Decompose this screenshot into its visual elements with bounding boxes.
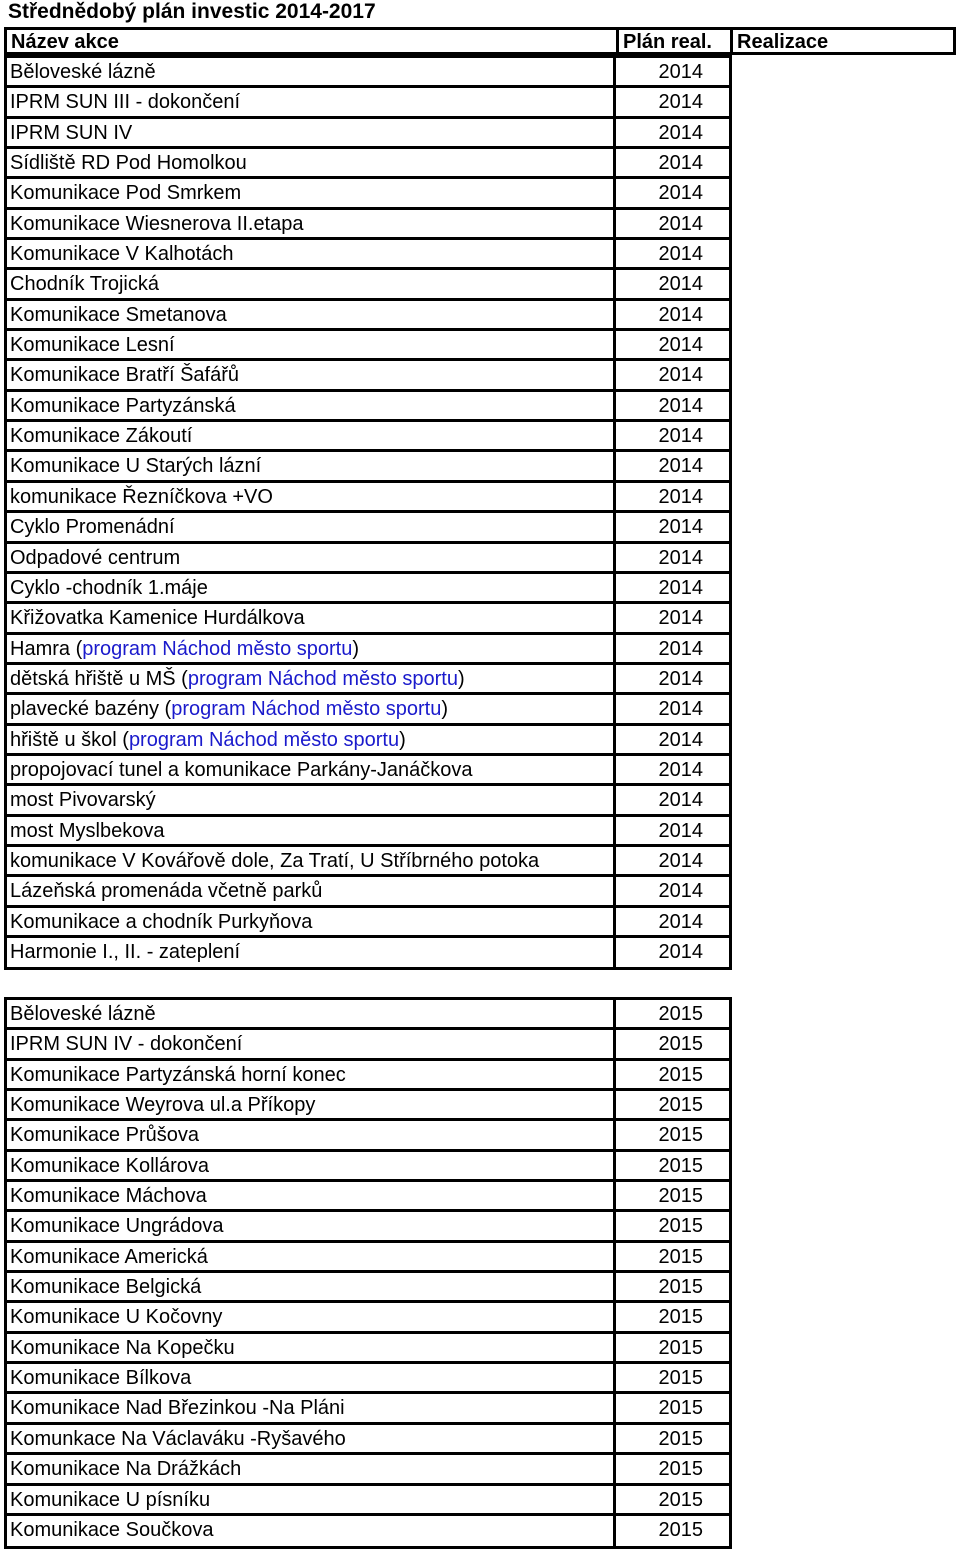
table-row <box>7 58 729 88</box>
table-row <box>7 726 729 756</box>
plan-year-cell: 2014 <box>658 91 703 114</box>
action-name-cell <box>7 1455 616 1482</box>
action-name-text: Komunikace Partyzánská horní konec <box>10 1063 346 1086</box>
action-name-text: IPRM SUN IV <box>10 121 133 144</box>
action-name-text: Komunikace Americká <box>10 1245 208 1268</box>
action-name-cell <box>7 452 616 479</box>
plan-year-cell: 2014 <box>658 758 703 781</box>
plan-year-cell: 2014 <box>658 425 703 448</box>
action-name-cell <box>7 726 616 753</box>
action-name-text: komunikace V Kovářově dole, Za Tratí, U Stříbrného potoka <box>10 849 540 872</box>
header-plan-cell: Plán real. <box>619 30 733 52</box>
action-name-cell <box>7 635 616 662</box>
action-name-text: Cyklo -chodník 1.máje <box>10 576 208 599</box>
action-name-cell <box>7 665 616 692</box>
table-row <box>7 240 729 270</box>
table-row <box>7 149 729 179</box>
action-name-text: Komunikace Ungrádova <box>10 1215 224 1238</box>
action-name-cell <box>7 361 616 388</box>
program-link-text: program Náchod město sportu <box>171 698 442 721</box>
table-row <box>7 877 729 907</box>
plan-year-cell: 2014 <box>658 667 703 690</box>
action-name-cell <box>7 1000 616 1027</box>
action-name-cell <box>7 695 616 722</box>
action-name-text: Hamra ( <box>10 637 83 660</box>
table-row <box>7 1000 729 1030</box>
action-name-text: IPRM SUN IV - dokončení <box>10 1033 243 1056</box>
table-row <box>7 1212 729 1242</box>
table-row <box>7 513 729 543</box>
table-row <box>7 1516 729 1546</box>
action-name-cell <box>7 756 616 783</box>
plan-year-cell: 2015 <box>658 1427 703 1450</box>
plan-year-cell: 2014 <box>658 243 703 266</box>
table-row <box>7 1152 729 1182</box>
plan-year-cell: 2014 <box>658 212 703 235</box>
table-row <box>7 1182 729 1212</box>
action-name-text: Běloveské lázně <box>10 1003 156 1025</box>
plan-year-cell: 2014 <box>658 819 703 842</box>
action-name-text: Komunikace Pod Smrkem <box>10 182 242 205</box>
table-header-row <box>4 27 956 55</box>
action-name-text: Komunikace Zákoutí <box>10 425 193 448</box>
action-name-text: Komunikace Wiesnerova II.etapa <box>10 212 304 235</box>
plan-year-cell: 2014 <box>658 61 703 83</box>
action-name-cell <box>7 58 616 85</box>
action-name-text: Komunikace Na Kopečku <box>10 1336 235 1359</box>
table-row <box>7 119 729 149</box>
table-row <box>7 1243 729 1273</box>
header-realizace-cell: Realizace <box>737 31 829 53</box>
action-name-text: Komunikace Lesní <box>10 334 175 357</box>
table-row <box>7 786 729 816</box>
plan-year-cell: 2015 <box>658 1033 703 1056</box>
plan-year-cell: 2014 <box>658 940 703 963</box>
action-name-text: Komunikace U písníku <box>10 1488 211 1511</box>
action-name-cell <box>7 938 616 968</box>
action-name-text: Komunikace Bratří Šafářů <box>10 364 239 387</box>
action-name-cell <box>7 513 616 540</box>
plan-year-cell: 2014 <box>658 698 703 721</box>
action-name-text: Komunikace Partyzánská <box>10 394 236 417</box>
action-name-cell <box>7 1334 616 1361</box>
table-row <box>7 1425 729 1455</box>
table-row <box>7 1061 729 1091</box>
action-name-cell <box>7 877 616 904</box>
program-link-text: program Náchod město sportu <box>187 667 458 690</box>
plan-year-cell: 2014 <box>658 364 703 387</box>
action-name-cell <box>7 149 616 176</box>
plan-year-cell: 2014 <box>658 607 703 630</box>
table-row <box>7 1394 729 1424</box>
action-name-cell <box>7 210 616 237</box>
plan-year-cell: 2014 <box>658 516 703 539</box>
page-title: Střednědobý plán investic 2014-2017 <box>8 0 376 23</box>
action-name-cell <box>7 1243 616 1270</box>
table-row <box>7 665 729 695</box>
program-link-text: program Náchod město sportu <box>128 728 400 751</box>
action-name-cell <box>7 270 616 297</box>
action-name-cell <box>7 1182 616 1209</box>
plan-year-cell: 2014 <box>658 546 703 569</box>
action-name-text: Komunikace Belgická <box>10 1276 202 1299</box>
plan-year-cell: 2014 <box>658 182 703 205</box>
action-name-text: IPRM SUN III - dokončení <box>10 91 241 114</box>
action-name-cell <box>7 179 616 206</box>
plan-year-cell: 2015 <box>658 1003 703 1025</box>
table-row <box>7 604 729 634</box>
action-name-text: Komunikace Smetanova <box>10 303 227 326</box>
action-name-text: Komunikace V Kalhotách <box>10 243 234 266</box>
plan-year-cell: 2014 <box>658 273 703 296</box>
table-row <box>7 1303 729 1333</box>
action-name-cell <box>7 1364 616 1391</box>
action-name-text: Komunikace Máchova <box>10 1185 207 1208</box>
action-name-cell <box>7 1091 616 1118</box>
plan-year-cell: 2014 <box>658 637 703 660</box>
table-row <box>7 938 729 968</box>
action-name-cell <box>7 1212 616 1239</box>
table-row <box>7 452 729 482</box>
action-name-cell <box>7 1303 616 1330</box>
plan-year-cell: 2014 <box>658 455 703 478</box>
plan-year-cell: 2014 <box>658 728 703 751</box>
action-name-cell <box>7 817 616 844</box>
plan-year-cell: 2015 <box>658 1397 703 1420</box>
table-row <box>7 1030 729 1060</box>
table-row <box>7 422 729 452</box>
action-name-text: dětská hřiště u MŠ ( <box>10 667 188 690</box>
plan-year-cell: 2015 <box>658 1488 703 1511</box>
action-name-cell <box>7 392 616 419</box>
action-name-text: Komunikace a chodník Purkyňova <box>10 910 313 933</box>
table-row <box>7 210 729 240</box>
action-name-text: komunikace Řezníčkova +VO <box>10 485 273 508</box>
action-name-text: most Pivovarský <box>10 789 156 812</box>
plan-year-cell: 2014 <box>658 121 703 144</box>
table-row <box>7 847 729 877</box>
plan-year-cell: 2014 <box>658 849 703 872</box>
table-row <box>7 88 729 118</box>
plan-year-cell: 2015 <box>658 1276 703 1299</box>
plan-year-cell: 2015 <box>658 1063 703 1086</box>
action-name-cell <box>7 574 616 601</box>
plan-year-cell: 2015 <box>658 1458 703 1481</box>
plan-year-cell: 2014 <box>658 394 703 417</box>
plan-year-cell: 2014 <box>658 303 703 326</box>
table-row <box>7 483 729 513</box>
action-name-text: Chodník Trojická <box>10 273 159 296</box>
action-name-text: Komunikace Na Drážkách <box>10 1458 242 1481</box>
table-row <box>7 635 729 665</box>
action-name-cell <box>7 1061 616 1088</box>
table-row <box>7 1364 729 1394</box>
plan-year-cell: 2014 <box>658 485 703 508</box>
table-row <box>7 695 729 725</box>
action-name-text: hřiště u škol ( <box>10 728 129 751</box>
table-row <box>7 544 729 574</box>
table-row <box>7 817 729 847</box>
action-name-cell <box>7 301 616 328</box>
action-name-cell <box>7 483 616 510</box>
action-name-text: Harmonie I., II. - zateplení <box>10 940 241 963</box>
action-name-suffix: ) <box>457 667 465 690</box>
table-row <box>7 392 729 422</box>
action-name-text: Komunikace Weyrova ul.a Příkopy <box>10 1094 316 1117</box>
action-name-text: Komunikace Bílkova <box>10 1367 192 1390</box>
action-name-text: Komunikace Průšova <box>10 1124 199 1147</box>
plan-year-cell: 2015 <box>658 1215 703 1238</box>
action-name-cell <box>7 1425 616 1452</box>
action-name-cell <box>7 1273 616 1300</box>
table-block-2015 <box>4 997 732 1549</box>
action-name-text: Komunikace Nad Březinkou -Na Pláni <box>10 1397 345 1420</box>
plan-year-cell: 2015 <box>658 1518 703 1541</box>
plan-year-cell: 2015 <box>658 1154 703 1177</box>
plan-year-cell: 2015 <box>658 1306 703 1329</box>
plan-year-cell: 2015 <box>658 1094 703 1117</box>
plan-year-cell: 2015 <box>658 1336 703 1359</box>
action-name-text: most Myslbekova <box>10 819 165 842</box>
action-name-cell <box>7 1152 616 1179</box>
plan-year-cell: 2014 <box>658 334 703 357</box>
action-name-text: Křižovatka Kamenice Hurdálkova <box>10 607 305 630</box>
table-row <box>7 1486 729 1516</box>
action-name-text: Komunikace Kollárova <box>10 1154 209 1177</box>
action-name-cell <box>7 1394 616 1421</box>
header-name-cell: Název akce <box>7 30 619 52</box>
plan-year-cell: 2014 <box>658 789 703 812</box>
action-name-text: Odpadové centrum <box>10 546 181 569</box>
table-row <box>7 270 729 300</box>
action-name-cell <box>7 240 616 267</box>
table-row <box>7 908 729 938</box>
action-name-cell <box>7 544 616 571</box>
table-row <box>7 1334 729 1364</box>
action-name-cell <box>7 422 616 449</box>
action-name-cell <box>7 119 616 146</box>
action-name-text: Komunkace Na Václaváku -Ryšavého <box>10 1427 346 1450</box>
action-name-cell <box>7 88 616 115</box>
table-row <box>7 1091 729 1121</box>
action-name-cell <box>7 604 616 631</box>
action-name-text: Komunikace Součkova <box>10 1518 214 1541</box>
action-name-text: Komunikace U Starých lázní <box>10 455 262 478</box>
table-row <box>7 361 729 391</box>
table-row <box>7 574 729 604</box>
plan-year-cell: 2015 <box>658 1245 703 1268</box>
action-name-cell <box>7 331 616 358</box>
action-name-text: Komunikace U Kočovny <box>10 1306 223 1329</box>
table-row <box>7 1121 729 1151</box>
plan-year-cell: 2015 <box>658 1185 703 1208</box>
plan-year-cell: 2015 <box>658 1367 703 1390</box>
action-name-text: Běloveské lázně <box>10 61 156 83</box>
table-block-2014 <box>4 55 732 970</box>
action-name-suffix: ) <box>441 698 449 721</box>
table-row <box>7 1455 729 1485</box>
table-row <box>7 756 729 786</box>
action-name-cell <box>7 847 616 874</box>
action-name-suffix: ) <box>399 728 406 751</box>
action-name-text: Cyklo Promenádní <box>10 516 175 539</box>
action-name-cell <box>7 1121 616 1148</box>
action-name-cell <box>7 908 616 935</box>
table-row <box>7 179 729 209</box>
plan-year-cell: 2014 <box>658 880 703 903</box>
plan-year-cell: 2014 <box>658 910 703 933</box>
action-name-cell <box>7 1516 616 1546</box>
table-row <box>7 301 729 331</box>
plan-year-cell: 2015 <box>658 1124 703 1147</box>
action-name-cell <box>7 1486 616 1513</box>
table-row <box>7 331 729 361</box>
action-name-text: Lázeňská promenáda včetně parků <box>10 880 323 903</box>
action-name-cell <box>7 786 616 813</box>
table-row <box>7 1273 729 1303</box>
action-name-text: Sídliště RD Pod Homolkou <box>10 152 247 175</box>
action-name-text: propojovací tunel a komunikace Parkány-Janáčkova <box>10 758 473 781</box>
action-name-text: plavecké bazény ( <box>10 698 172 721</box>
action-name-cell <box>7 1030 616 1057</box>
plan-year-cell: 2014 <box>658 576 703 599</box>
program-link-text: program Náchod město sportu <box>82 637 353 660</box>
action-name-suffix: ) <box>352 637 360 660</box>
plan-year-cell: 2014 <box>658 152 703 175</box>
